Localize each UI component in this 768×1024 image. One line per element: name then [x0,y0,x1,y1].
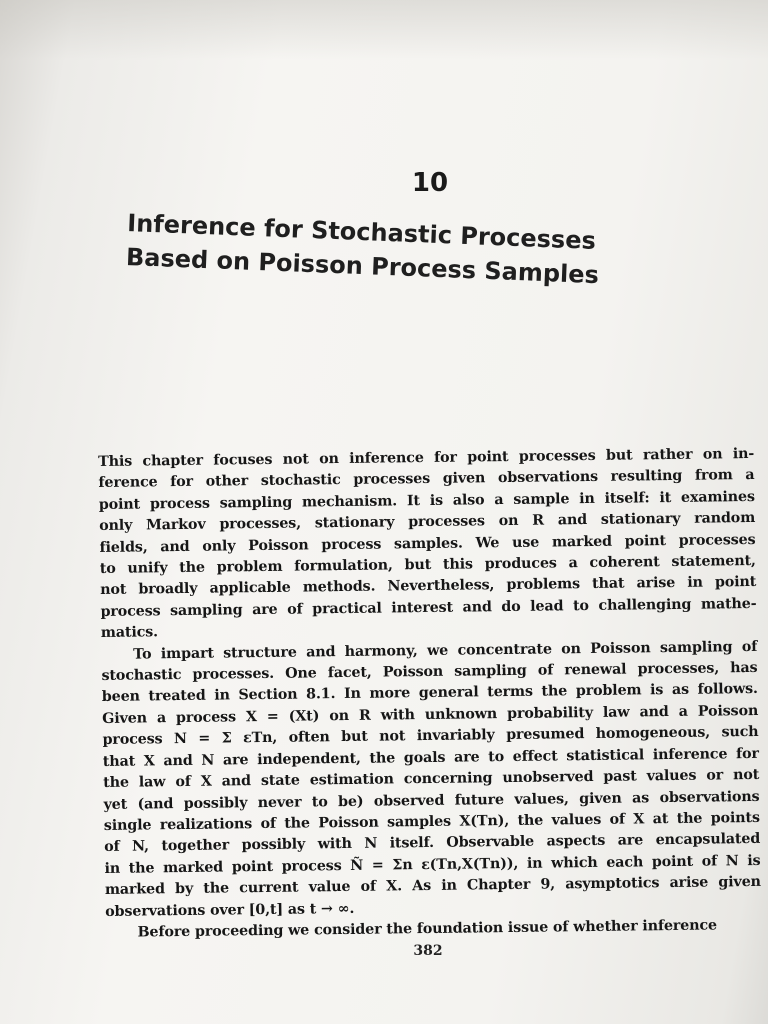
text-line: to unify the problem formulation, but this produces a coherent statement, [99,553,756,578]
text-line: not broadly applicable methods. Nevertheless, problems that arise in point [100,574,757,599]
text-line: matics. [100,624,159,642]
paragraph-2 [101,637,761,923]
text-line: To impart structure and harmony, we concentrate on Poisson sampling of [133,638,758,663]
text-line: that X and N are independent, the goals are to effect statistical inference for [102,745,759,770]
text-line: the law of X and state estimation concerning unobserved past values or not [103,767,760,792]
text-line: single realizations of the Poisson samples X(Tn), the values of X at the points [103,809,760,834]
text-line: only Markov processes, stationary processes on R and stationary random [99,510,756,535]
text-line: in the marked point process Ñ = Σn ε(Tn,X(Tn)), in which each point of N is [104,852,761,877]
text-line: marked by the current value of X. As in Chapter 9, asymptotics arise given [104,874,761,899]
chapter-title-line-2: Based on Poisson Process Samples [125,242,600,290]
text-line: fields, and only Poisson process samples. We use marked point processes [99,531,756,556]
text-line: of N, together possibly with N itself. Observable aspects are encapsulated [104,831,761,856]
text-line: process N = Σ εTn, often but not invariably presumed homogeneous, such [102,724,759,749]
text-line: been treated in Section 8.1. In more general terms the problem is as follows. [101,681,758,706]
text-line: This chapter focuses not on inference for point processes but rather on in- [98,445,755,470]
text-line: yet (and possibly never to be) observed future values, given as observations [103,788,760,813]
text-line: Given a process X = (Xt) on R with unknown probability law and a Poisson [102,702,759,727]
chapter-title [125,206,727,297]
chapter-title-line-1: Inference for Stochastic Processes [126,208,597,255]
chapter-number: 10 [411,168,449,198]
chapter-body [98,444,762,944]
text-line: process sampling are of practical interest and do lead to challenging mathe- [100,595,757,620]
text-line: observations over [0,t] as t → ∞. [105,900,355,920]
text-line: point process sampling mechanism. It is also a sample in itself: it examines [98,488,755,513]
page-number: 382 [413,943,443,959]
paragraph-1 [98,444,757,645]
text-line: stochastic processes. One facet, Poisson sampling of renewal processes, has [101,660,758,685]
text-line: Before proceeding we consider the foundation issue of whether inference [137,917,718,941]
text-line: ference for other stochastic processes given observations resulting from a [98,467,755,492]
